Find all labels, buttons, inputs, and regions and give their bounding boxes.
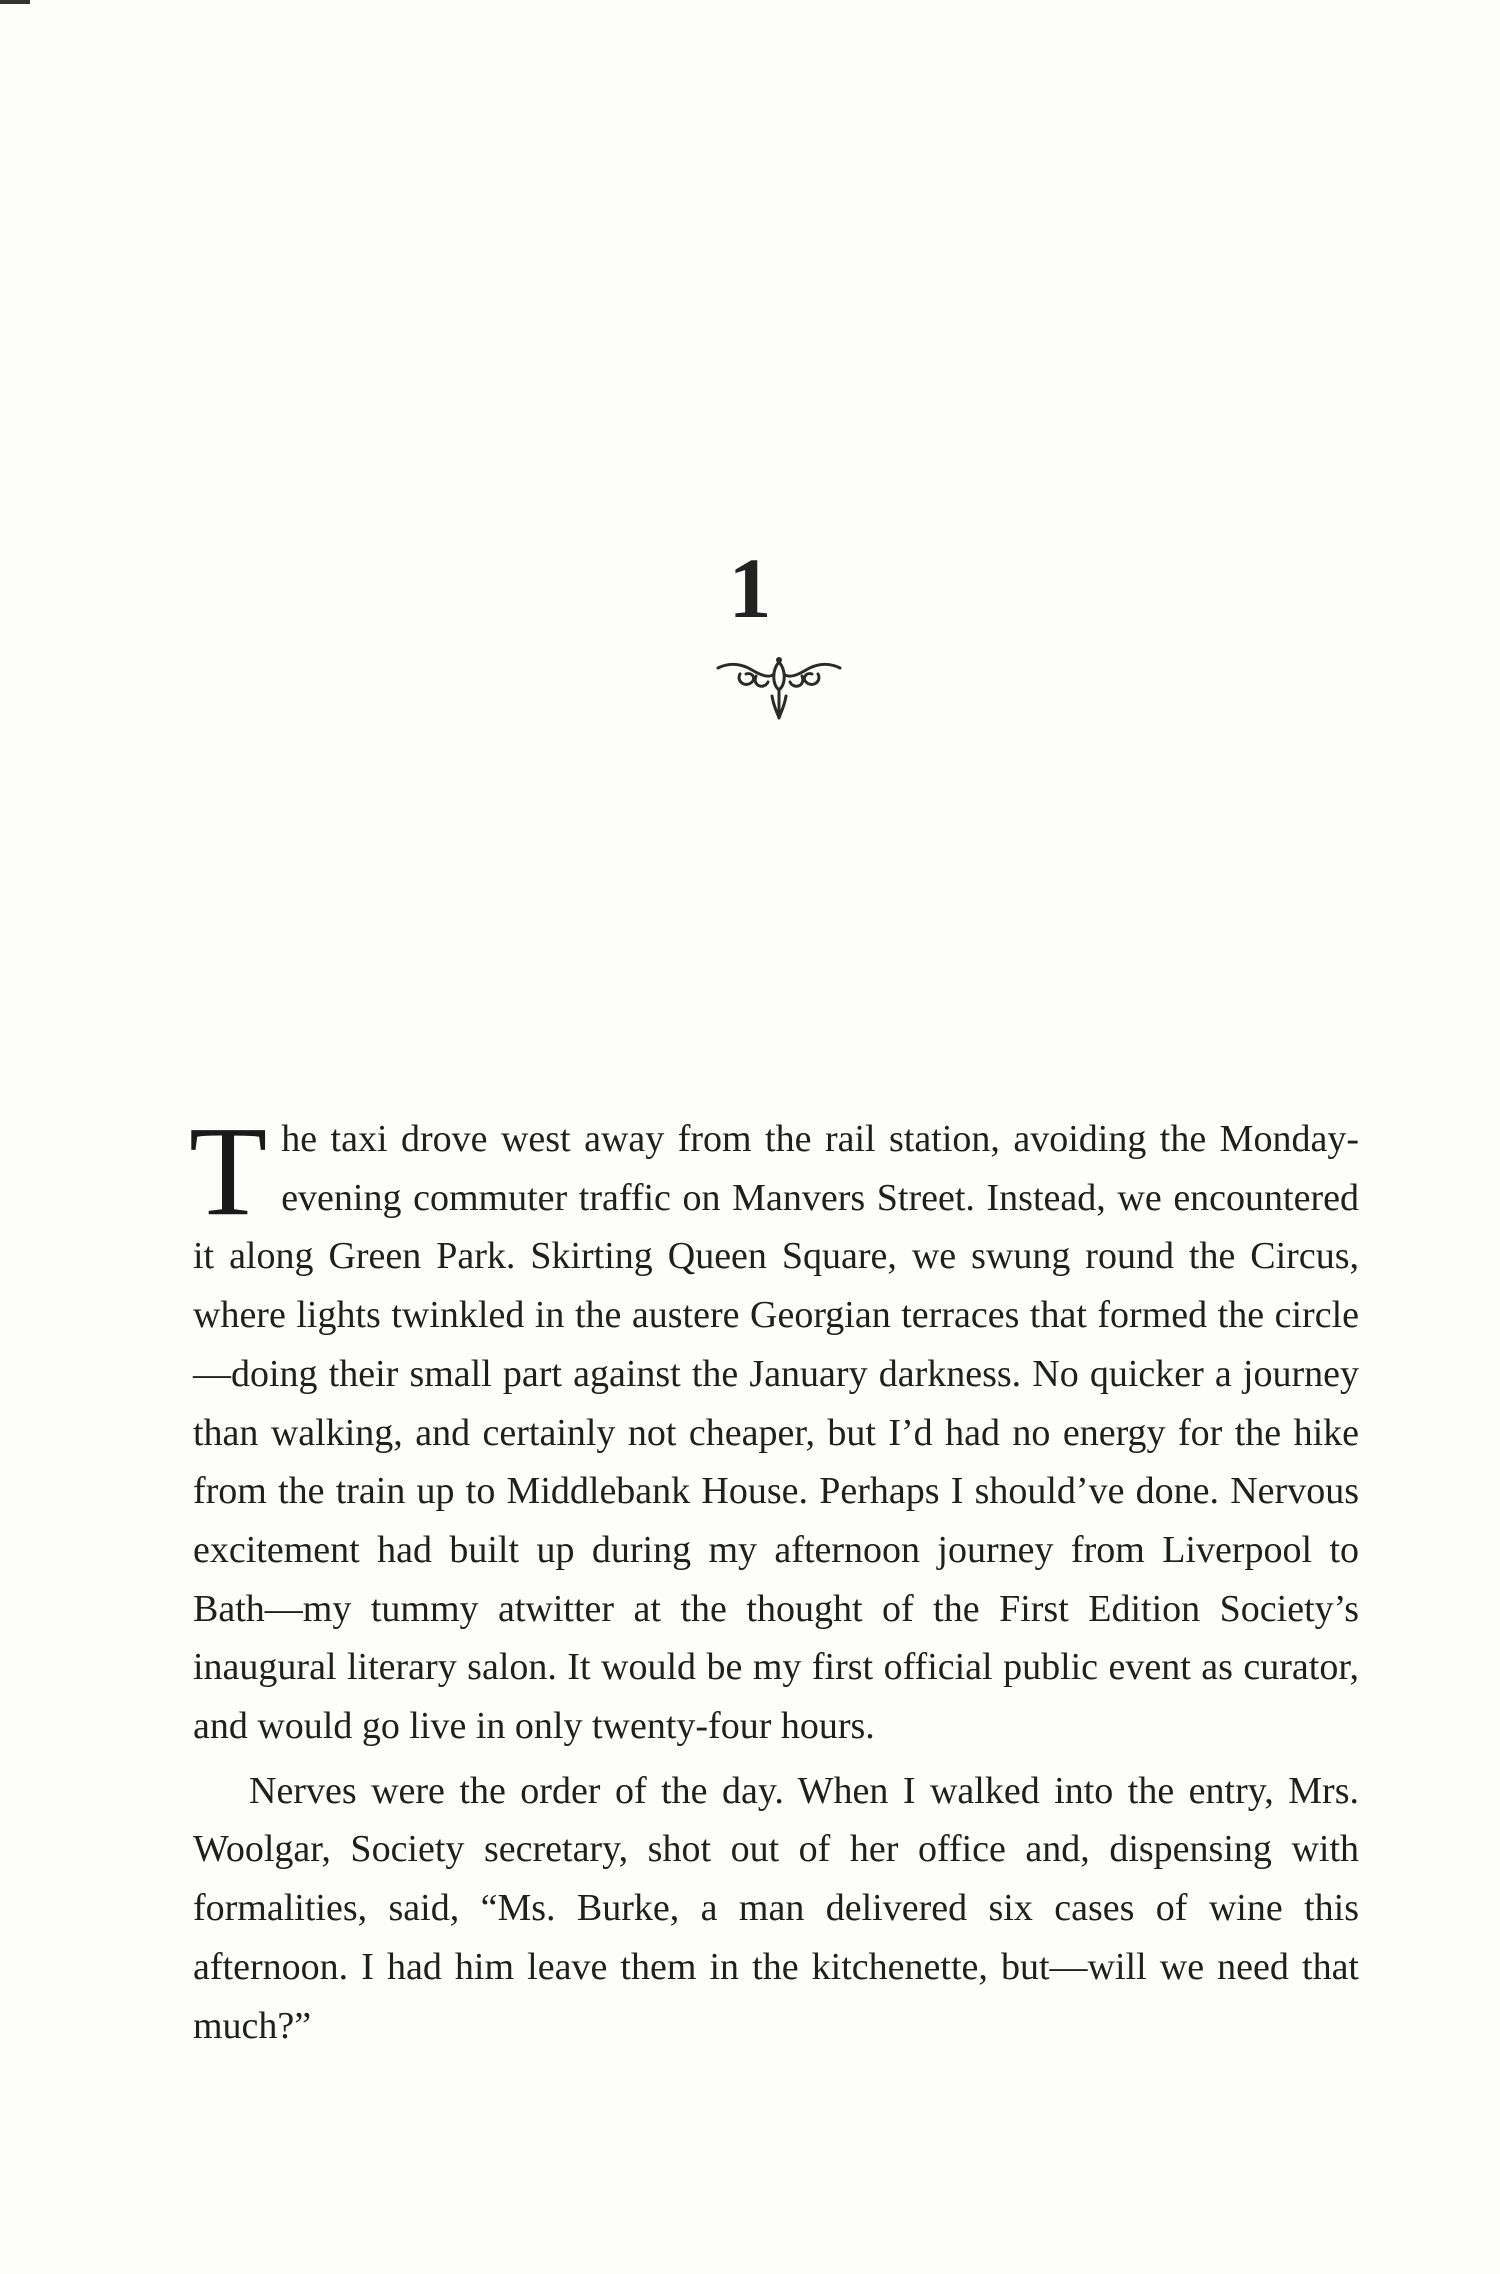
fleuron-ornament-icon	[712, 656, 846, 724]
chapter-body	[189, 1100, 1359, 2055]
chapter-number: 1	[728, 540, 772, 636]
drop-cap: T	[189, 1100, 268, 1242]
paragraph-second: Nerves were the order of the day. When I walked into the entry, Mrs. Woolgar, Society secretary, shot out of her office and, dispensing with formalities, said, “Ms. Burke, a man delivered six cases of wine this afternoon. I had him leave them in the kitchenette, but—will we need that much?”	[193, 1769, 1359, 2047]
page-edge-mark	[0, 0, 30, 4]
paragraph-opening	[189, 1100, 1359, 1756]
paragraph-opening-text: he taxi drove west away from the rail station, avoiding the Monday-evening commuter traffic on Manvers Street. Instead, we encountered it along Green Park. Skirting Queen Square, we swung round the Circus, where lights twinkled in the austere Georgian terraces that formed the circle—doing their small part against the January darkness. No quicker a journey than walking, and certainly not cheaper, but I’d had no energy for the hike from the train up to Middlebank House. Perhaps I should’ve done. Nervous excitement had built up during my afternoon journey from Liverpool to Bath—my tummy atwitter at the thought of the First Edition Society’s inaugural literary salon. It would be my first official public event as curator, and would go live in only twenty-four hours.	[193, 1118, 1359, 1748]
